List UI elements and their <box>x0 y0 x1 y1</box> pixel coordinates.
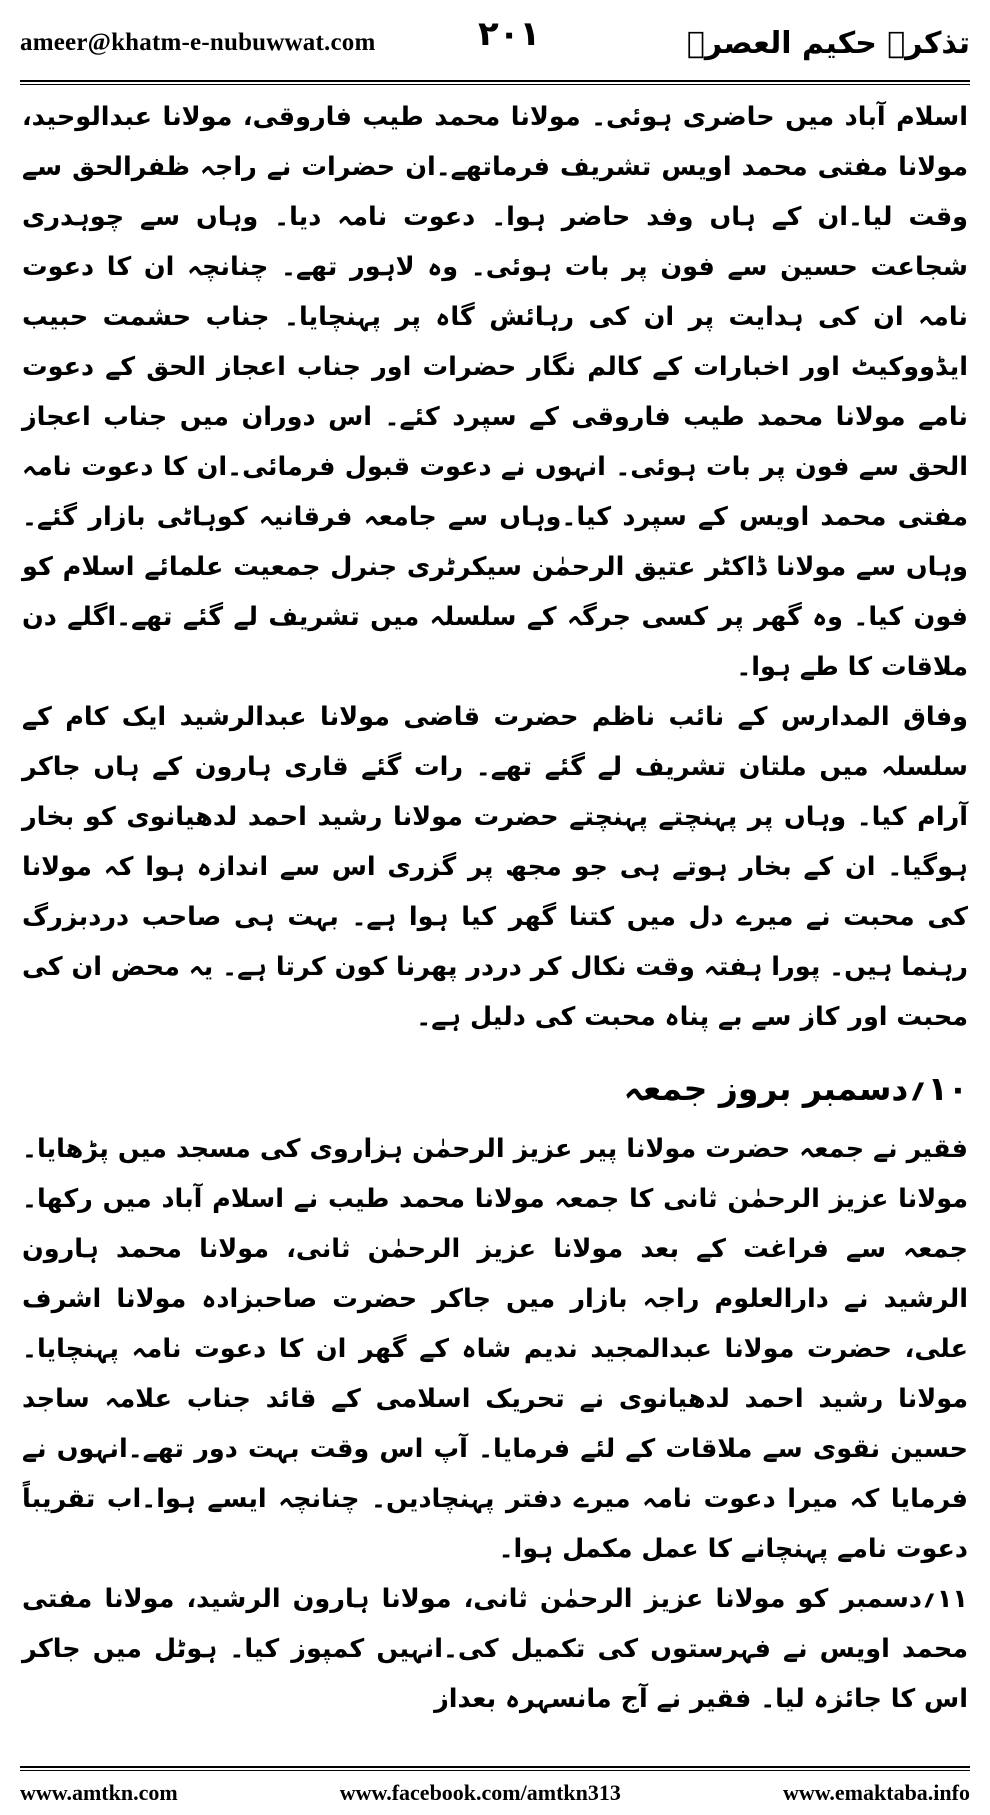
page-number: ۲۰۱ <box>478 14 541 54</box>
footer-rule <box>20 1766 970 1771</box>
page-header <box>20 14 970 72</box>
paragraph-1: اسلام آباد میں حاضری ہوئی۔ مولانا محمد طیب فاروقی، مولانا عبدالوحید، مولانا مفتی محمد اویس تشریف فرماتھے۔ان حضرات نے راجہ ظفرالحق سے وقت لیا۔ان کے ہاں وفد حاضر ہوا۔ دعوت نامہ دیا۔ وہاں سے چوہدری شجاعت حسین سے فون پر بات ہوئی۔ وہ لاہور تھے۔ چنانچہ ان کا دعوت نامہ ان کی ہدایت پر ان کی رہائش گاہ پر پہنچایا۔ جناب حشمت حبیب ایڈووکیٹ اور اخبارات کے کالم نگار حضرات اور جناب اعجاز الحق کے دعوت نامے مولانا محمد طیب فاروقی کے سپرد کئے۔ اس دوران میں جناب اعجاز الحق سے فون پر بات ہوئی۔ انہوں نے دعوت قبول فرمائی۔ان کا دعوت نامہ مفتی محمد اویس کے سپرد کیا۔وہاں سے جامعہ فرقانیہ کوہاٹی بازار گئے۔ وہاں سے مولانا ڈاکٹر عتیق الرحمٰن سیکرٹری جنرل جمعیت علمائے اسلام کو فون کیا۔ وہ گھر پر کسی جرگہ کے سلسلہ میں تشریف لے گئے تھے۔اگلے دن ملاقات کا طے ہوا۔ <box>22 102 968 682</box>
book-title: تذکرہ حکیم العصرؒ <box>686 25 970 61</box>
header-email: ameer@khatm-e-nubuwwat.com <box>20 29 376 56</box>
footer-link-facebook[interactable]: www.facebook.com/amtkn313 <box>339 1780 621 1805</box>
footer-link-emaktaba[interactable]: www.emaktaba.info <box>782 1780 970 1805</box>
paragraph-3: فقیر نے جمعہ حضرت مولانا پیر عزیز الرحمٰن ہزاروی کی مسجد میں پڑھایا۔ مولانا عزیز الرحمٰن ثانی کا جمعہ مولانا محمد طیب نے اسلام آباد میں رکھا۔ جمعہ سے فراغت کے بعد مولانا عزیز الرحمٰن ثانی، مولانا محمد ہارون الرشید نے دارالعلوم راجہ بازار میں جاکر حضرت صاحبزادہ مولانا اشرف علی، حضرت مولانا عبدالمجید ندیم شاہ کے گھر ان کا دعوت نامہ پہنچایا۔مولانا رشید احمد لدھیانوی نے تحریک اسلامی کے قائد جناب علامہ ساجد حسین نقوی سے ملاقات کے لئے فرمایا۔ آپ اس وقت بہت دور تھے۔انہوں نے فرمایا کہ میرا دعوت نامہ میرے دفتر پہنچادیں۔ چنانچہ ایسے ہوا۔اب تقریباً دعوت نامے پہنچانے کا عمل مکمل ہوا۔ <box>22 1134 968 1564</box>
paragraph-4: ۱۱؍دسمبر کو مولانا عزیز الرحمٰن ثانی، مولانا ہارون الرشید، مولانا مفتی محمد اویس نے فہرستوں کی تکمیل کی۔انہیں کمپوز کیا۔ ہوٹل میں جاکر اس کا جائزہ لیا۔ فقیر نے آج مانسہرہ بعداز <box>22 1584 968 1714</box>
paragraph-2: وفاق المدارس کے نائب ناظم حضرت قاضی مولانا عبدالرشید ایک کام کے سلسلہ میں ملتان تشریف لے گئے تھے۔ رات گئے قاری ہارون کے ہاں جاکر آرام کیا۔ وہاں پر پہنچتے پہنچتے حضرت مولانا رشید احمد لدھیانوی کو بخار ہوگیا۔ ان کے بخار ہوتے ہی جو مجھ پر گزری اس سے اندازہ ہوا کہ مولانا کی محبت نے میرے دل میں کتنا گھر کیا ہوا ہے۔ بہت ہی صاحب دردبزرگ رہنما ہیں۔ پورا ہفتہ وقت نکال کر دردر پھرنا کون کرتا ہے۔ یہ محض ان کی محبت اور کاز سے بے پناہ محبت کی دلیل ہے۔ <box>22 702 968 1032</box>
footer-link-amtkn[interactable]: www.amtkn.com <box>20 1780 178 1805</box>
header-rule <box>20 80 970 85</box>
page-footer <box>20 1778 970 1808</box>
page-body <box>22 92 968 1759</box>
section-heading: ۱۰؍دسمبر بروز جمعہ <box>623 1069 968 1108</box>
